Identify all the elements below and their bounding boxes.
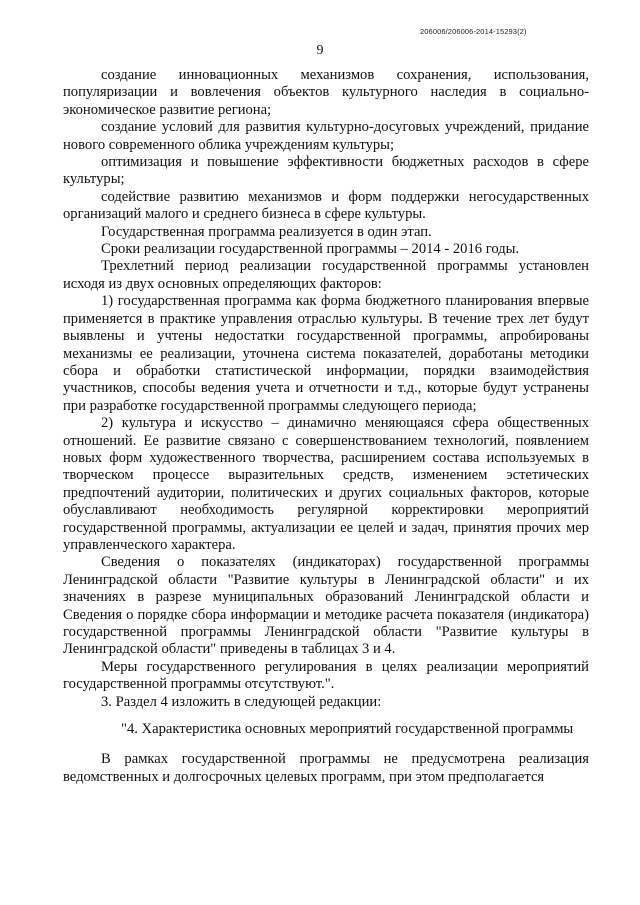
paragraph: создание инновационных механизмов сохранения, использования, популяризации и вовлечения объектов культурного наследия в социально-экономическое развитие региона; xyxy=(63,67,589,118)
paragraph: Государственная программа реализуется в один этап. xyxy=(101,223,432,240)
paragraph: создание условий для развития культурно-досуговых учреждений, придание нового современного облика учреждениям культуры; xyxy=(63,119,589,153)
paragraph: содействие развитию механизмов и форм поддержки негосударственных организаций малого и среднего бизнеса в сфере культуры. xyxy=(63,188,589,223)
list-item-factor-1: 1) государственная программа как форма бюджетного планирования впервые применяется в практике управления отраслью культуры. В течение трех лет будут выявлены и учтены недостатки государственной программы, апробированы механизмы ее реализации, уточнена система показателей, доработаны методики сбора и обработки статистической информации, порядки взаимодействия участников, способы ведения учета и отчетности и т.д., которые будут устранены при разработке государственной программы следующего периода; xyxy=(63,293,589,414)
paragraph: В рамках государственной программы не предусмотрена реализация ведомственных и долгосрочных целевых программ, при этом предполагается xyxy=(63,751,589,785)
paragraph: оптимизация и повышение эффективности бюджетных расходов в сфере культуры; xyxy=(63,154,589,188)
document-id: 206006/206006-2014-15293(2) xyxy=(420,27,527,36)
list-item-factor-2: 2) культура и искусство – динамично меняющаяся сфера общественных отношений. Ее развитие связано с совершенствованием технологий, появлением новых форм художественного творчества, расширением состава используемых в творческом процессе выразительных средств, изменением эстетических предпочтений аудитории, политических и других социальных факторов, которые обуславливают необходимость регулярной корректировки мероприятий государственной программы, актуализации ее целей и задач, принятия прочих мер управленческого характера. xyxy=(63,415,589,553)
document-body xyxy=(63,67,589,786)
paragraph: Трехлетний период реализации государственной программы установлен исходя из двух основных определяющих факторов: xyxy=(63,258,589,292)
paragraph: Меры государственного регулирования в целях реализации мероприятий государственной программы отсутствуют.". xyxy=(63,658,589,693)
page-number: 9 xyxy=(316,43,324,58)
paragraph: Сведения о показателях (индикаторах) государственной программы Ленинградской области "Развитие культуры в Ленинградской области" и их значениях в разрезе муниципальных образований Ленинградской области и Сведения о порядке сбора информации и методике расчета показателя (индикатора) государственной программы Ленинградской области "Развитие культуры в Ленинградской области" приведены в таблицах 3 и 4. xyxy=(63,554,589,658)
amendment-instruction: 3. Раздел 4 изложить в следующей редакции: xyxy=(101,693,382,710)
paragraph: Сроки реализации государственной программы – 2014 - 2016 годы. xyxy=(101,241,520,258)
section-heading: "4. Характеристика основных мероприятий государственной программы xyxy=(121,721,574,738)
